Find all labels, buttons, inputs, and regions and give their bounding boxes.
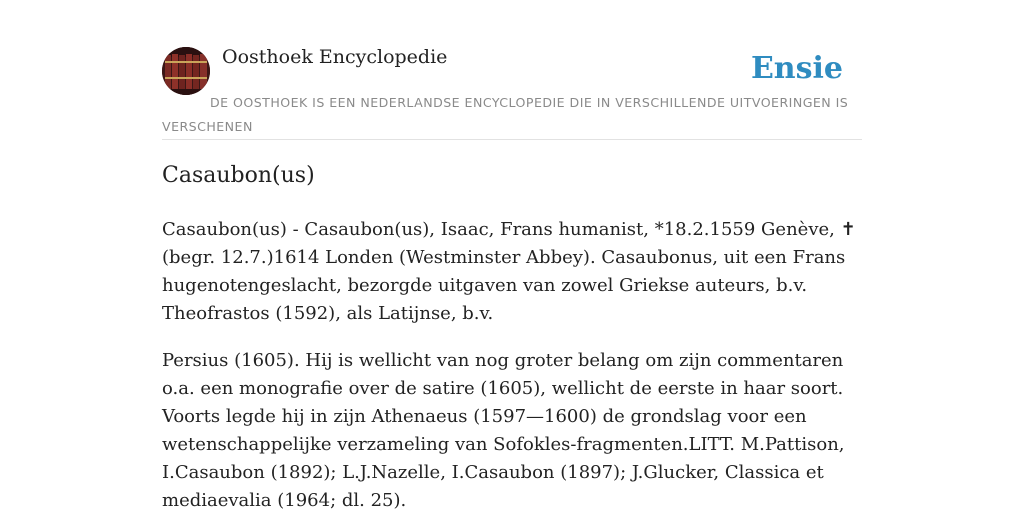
article-title: Casaubon(us) — [162, 163, 315, 188]
avatar[interactable] — [162, 47, 210, 95]
brand-logo[interactable]: Ensie — [750, 51, 843, 86]
encyclopedia-books-icon — [162, 47, 210, 95]
site-title[interactable]: Oosthoek Encyclopedie — [222, 46, 448, 68]
article-paragraph: Persius (1605). Hij is wellicht van nog groter belang om zijn commentaren o.a. een monografie over de satire (1605), wellicht de eerste in haar soort. Voorts legde hij in zijn Athenaeus (1597—1600) de grondslag voor een wetenschappelijke verzameling van Sofokles-fragmenten.LITT. M.Pattison, I.Casaubon (1892); L.J.Nazelle, I.Casaubon (1897); J.Glucker, Classica et mediaevalia (1964; dl. 25). — [162, 350, 845, 511]
article-paragraph: Casaubon(us) - Casaubon(us), Isaac, Frans humanist, *18.2.1559 Genève, ✝ (begr. 12.7.)1614 Londen (Westminster Abbey). Casaubonus, uit een Frans hugenotengeslacht, bezorgde uitgaven van zowel Griekse auteurs, b.v. Theofrastos (1592), als Latijnse, b.v. — [162, 219, 856, 324]
site-tagline: DE OOSTHOEK IS EEN NEDERLANDSE ENCYCLOPEDIE DIE IN VERSCHILLENDE UITVOERINGEN IS VERSCHENEN — [162, 95, 849, 134]
header-divider — [162, 139, 862, 140]
